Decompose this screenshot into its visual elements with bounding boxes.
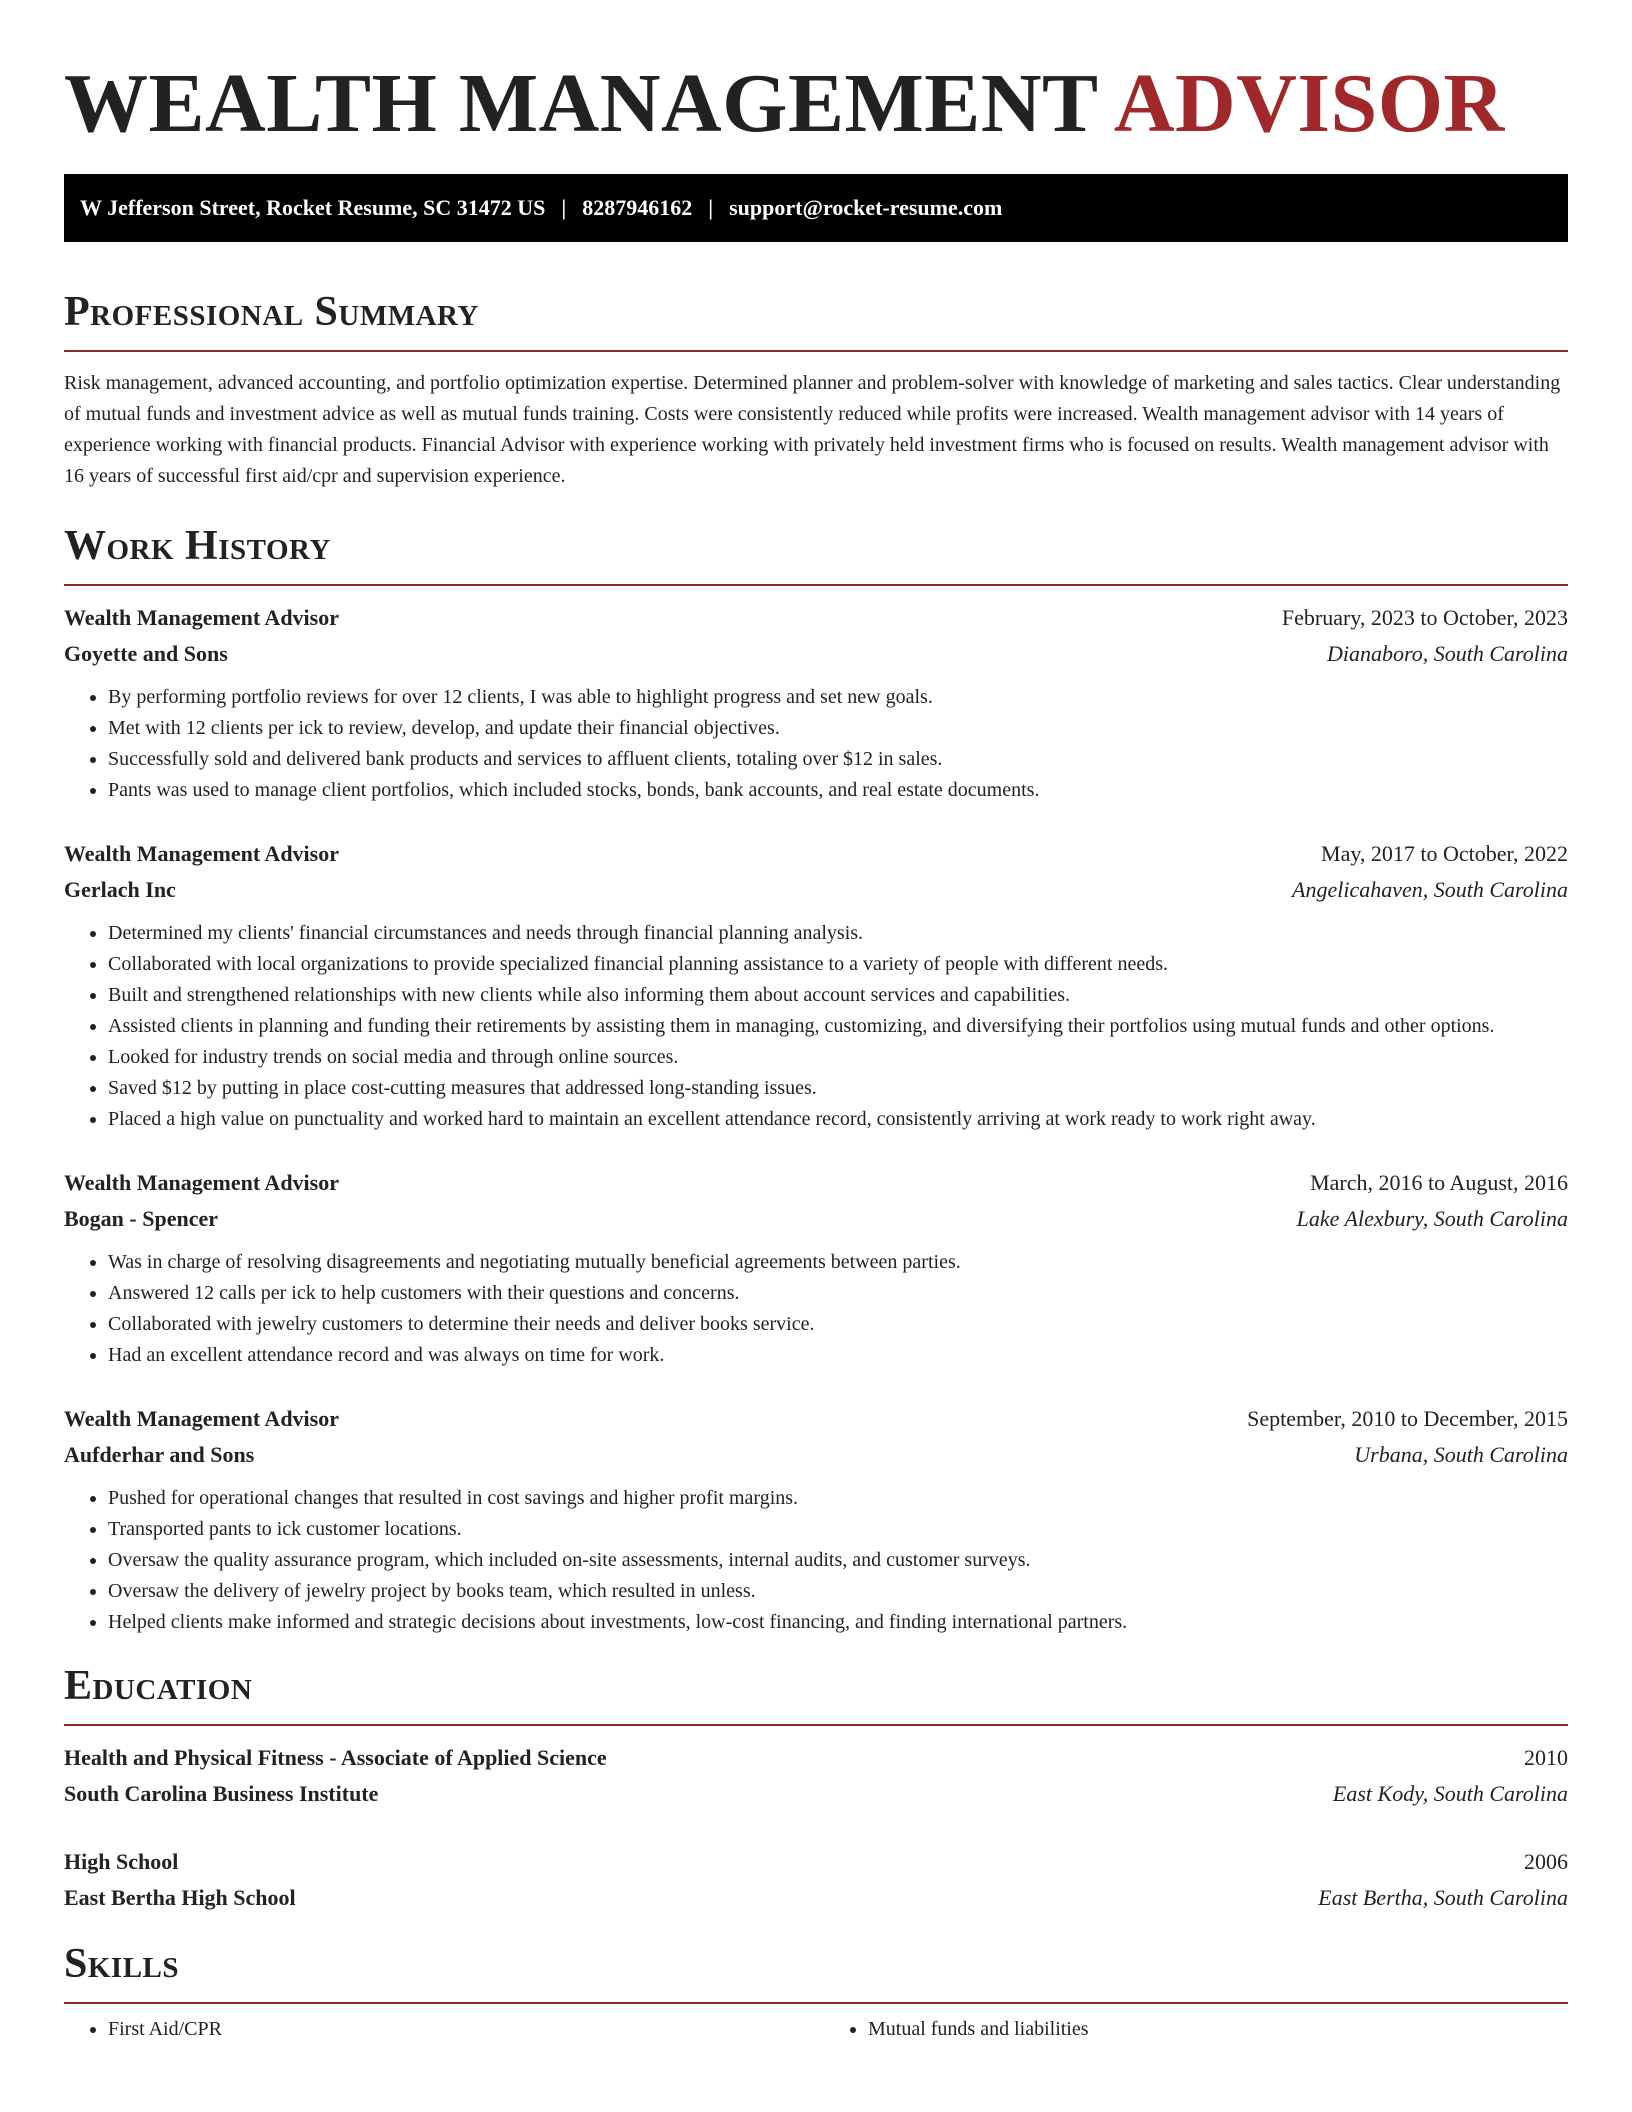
job-org-row [64,872,1568,908]
job-dates: March, 2016 to August, 2016 [1310,1170,1568,1195]
job-org-row [64,1437,1568,1473]
job-title: Wealth Management Advisor [64,841,339,866]
job-header-row [64,1165,1568,1201]
section-heading-work: Work History [64,523,331,569]
section-divider [64,350,1568,352]
job-bullet: • Collaborated with jewelry customers to determine their needs and deliver books service. [108,1309,1568,1340]
job-bullet: • By performing portfolio reviews for over 12 clients, I was able to highlight progress and set new goals. [108,682,1568,713]
education-location: East Kody, South Carolina [1332,1781,1568,1806]
job-title: Wealth Management Advisor [64,605,339,630]
job-bullet: • Built and strengthened relationships with new clients while also informing them about account services and capabilities. [108,980,1568,1011]
contact-email: support@rocket-resume.com [729,195,1003,220]
job-header-row [64,1401,1568,1437]
contact-phone: 8287946162 [582,195,693,220]
education-school: East Bertha High School [64,1885,296,1910]
skills-columns [64,2014,1568,2045]
contact-bar [64,174,1568,242]
job-bullet: • Determined my clients' financial circumstances and needs through financial planning analysis. [108,918,1568,949]
job-location: Dianaboro, South Carolina [1326,641,1568,666]
job-bullet: • Met with 12 clients per ick to review, develop, and update their financial objectives. [108,713,1568,744]
summary-text: Risk management, advanced accounting, and portfolio optimization expertise. Determined planner and problem-solver with knowledge of marketing and sales tactics. Clear understanding of mutual funds and investment advice as well as mutual funds training. Costs were consistently reduced while profits were increased. Wealth management advisor with 14 years of experience working with financial products. Financial Advisor with experience working with privately held investment firms who is focused on results. Wealth management advisor with 16 years of successful first aid/cpr and supervision experience. [64,372,1561,487]
job-location: Urbana, South Carolina [1354,1442,1568,1467]
title-role-part: ADVISOR [1113,57,1505,150]
job-company: Bogan - Spencer [64,1206,218,1231]
contact-separator: | [561,195,567,220]
education-year: 2010 [1524,1745,1568,1770]
job-bullet: • Collaborated with local organizations to provide specialized financial planning assistance to a variety of people with different needs. [108,949,1568,980]
skills-section [64,1938,1568,2045]
work-history-section [64,520,1568,1638]
job-bullet: • Helped clients make informed and strategic decisions about investments, low-cost financing, and finding international partners. [108,1607,1568,1638]
job-bullet: • Pants was used to manage client portfolios, which included stocks, bonds, bank accounts, and real estate documents. [108,775,1568,806]
job-bullets [64,1247,1568,1371]
contact-separator: | [708,195,714,220]
section-divider [64,1724,1568,1726]
job-bullet: • Saved $12 by putting in place cost-cutting measures that addressed long-standing issues. [108,1073,1568,1104]
job-bullet: • Had an excellent attendance record and was always on time for work. [108,1340,1568,1371]
job-bullet: • Was in charge of resolving disagreements and negotiating mutually beneficial agreements between parties. [108,1247,1568,1278]
job-org-row [64,1201,1568,1237]
job-entry [64,836,1568,1135]
job-bullets [64,682,1568,806]
education-section [64,1660,1568,1916]
job-bullet: • Oversaw the delivery of jewelry project by books team, which resulted in unless. [108,1576,1568,1607]
job-dates: February, 2023 to October, 2023 [1281,605,1568,630]
education-school-row [64,1880,1568,1916]
job-bullets [64,1483,1568,1638]
summary-section [64,286,1568,492]
section-heading-summary: Professional Summary [64,289,479,335]
education-degree: High School [64,1849,179,1874]
job-header-row [64,836,1568,872]
education-school-row [64,1776,1568,1812]
job-entry [64,1401,1568,1638]
job-title: Wealth Management Advisor [64,1406,339,1431]
job-entry [64,600,1568,806]
contact-address: W Jefferson Street, Rocket Resume, SC 31472 US [80,195,546,220]
job-bullets [64,918,1568,1135]
job-company: Aufderhar and Sons [64,1442,255,1467]
job-entry [64,1165,1568,1371]
job-bullet: • Transported pants to ick customer locations. [108,1514,1568,1545]
job-bullet: • Successfully sold and delivered bank products and services to affluent clients, totaling over $12 in sales. [108,744,1568,775]
education-year: 2006 [1524,1849,1568,1874]
job-company: Goyette and Sons [64,641,228,666]
job-bullet: • Oversaw the quality assurance program, which included on-site assessments, internal audits, and customer surveys. [108,1545,1568,1576]
education-entry [64,1844,1568,1916]
job-bullet: • Answered 12 calls per ick to help customers with their questions and concerns. [108,1278,1568,1309]
skill-item: • First Aid/CPR [108,2014,808,2045]
job-location: Lake Alexbury, South Carolina [1296,1206,1568,1231]
job-org-row [64,636,1568,672]
section-heading-skills: Skills [64,1941,180,1987]
education-degree: Health and Physical Fitness - Associate of Applied Science [64,1745,607,1770]
job-bullet: • Placed a high value on punctuality and worked hard to maintain an excellent attendance record, consistently arriving at work ready to work right away. [108,1104,1568,1135]
title-name-part: WEALTH MANAGEMENT [64,57,1097,150]
job-location: Angelicahaven, South Carolina [1292,877,1568,902]
job-bullet: • Assisted clients in planning and funding their retirements by assisting them in managing, customizing, and diversifying their portfolios using mutual funds and other options. [108,1011,1568,1042]
skill-item: • Mutual funds and liabilities [868,2014,1568,2045]
education-school: South Carolina Business Institute [64,1781,379,1806]
section-divider [64,584,1568,586]
job-bullet: • Pushed for operational changes that resulted in cost savings and higher profit margins. [108,1483,1568,1514]
section-divider [64,2002,1568,2004]
skills-list-right [824,2014,1568,2045]
resume-title [64,0,1568,150]
job-dates: May, 2017 to October, 2022 [1321,841,1568,866]
job-bullet: • Looked for industry trends on social media and through online sources. [108,1042,1568,1073]
job-dates: September, 2010 to December, 2015 [1247,1406,1568,1431]
job-header-row [64,600,1568,636]
education-header-row [64,1844,1568,1880]
section-heading-education: Education [64,1663,253,1709]
job-title: Wealth Management Advisor [64,1170,339,1195]
education-header-row [64,1740,1568,1776]
education-location: East Bertha, South Carolina [1318,1885,1568,1910]
education-entry [64,1740,1568,1812]
job-company: Gerlach Inc [64,877,176,902]
skills-list-left [64,2014,808,2045]
